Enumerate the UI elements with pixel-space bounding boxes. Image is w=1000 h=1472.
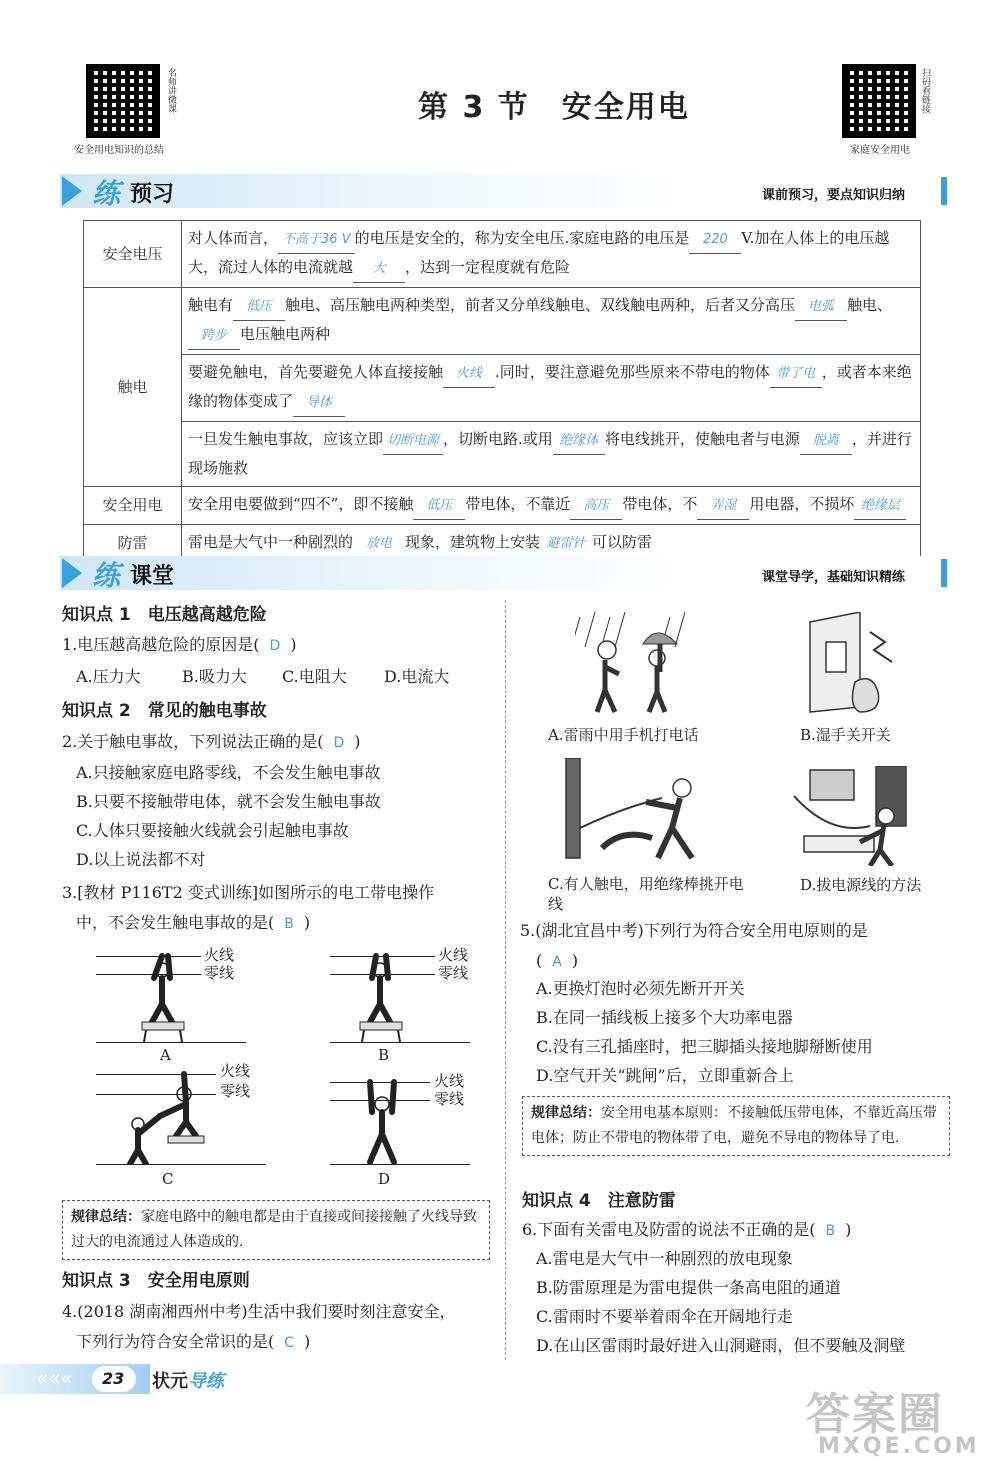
band-accent xyxy=(941,559,947,587)
classroom-label: 课堂 xyxy=(130,564,175,589)
fill-blank: 跨步 xyxy=(188,322,240,350)
answer: A xyxy=(552,954,562,970)
knowledge-point-1: 知识点 1 电压越高越危险 xyxy=(62,605,267,625)
row-content: 安全用电要做到“四不”，即不接触 低压 带电体，不靠近 高压 带电体，不 弄湿 用电器，不损坏 绝缘层 xyxy=(182,487,921,525)
fill-blank: 弄湿 xyxy=(697,492,749,520)
figure-label-a: A xyxy=(160,1046,171,1064)
fill-blank: 低压 xyxy=(233,293,285,321)
question-4-line1: 4.(2018 湖南湘西州中考)生活中我们要时刻注意安全， xyxy=(62,1302,456,1321)
preview-label: 预习 xyxy=(130,182,175,207)
answer: C xyxy=(284,1335,295,1351)
classroom-subtitle: 课堂导学，基础知识精练 xyxy=(762,570,906,585)
preview-big-char: 练 xyxy=(92,177,121,210)
qr-right-side-label: 扫码看链接 xyxy=(920,68,930,113)
table-row xyxy=(84,221,921,288)
question-6: 6.下面有关雷电及防雷的说法不正确的是( B ) xyxy=(522,1220,852,1239)
q2-option-c: C.人体只要接触火线就会引起触电事故 xyxy=(76,821,349,840)
q1-option-a: A.压力大 xyxy=(76,667,141,686)
row-content: 一旦发生触电事故，应该立即 切断电源 ，切断电路.或用 绝缘体 将电线挑开，使触电者与电源 脱离 ，并进行现场施救 xyxy=(182,422,921,487)
fill-blank: 220 xyxy=(689,226,741,254)
ground-line xyxy=(330,1164,470,1165)
watermark-logo: 答案圈 xyxy=(806,1389,944,1440)
knowledge-point-4: 知识点 4 注意防雷 xyxy=(522,1191,676,1211)
row-content: 要避免触电，首先要避免人体直接接触 火线 .同时，要注意避免那些原来不带电的物体 带了电 ，或者本来绝缘的物体变成了 导体 xyxy=(182,355,921,422)
fire-label: 火线 xyxy=(204,946,235,964)
picture-caption-a: A.雷雨中用手机打电话 xyxy=(548,726,699,744)
question-1: 1.电压越高越危险的原因是( D ) xyxy=(62,635,297,654)
illustration-pull-power-cord xyxy=(790,766,920,866)
qr-code-left[interactable] xyxy=(86,64,160,138)
figure-a xyxy=(96,944,286,1064)
picture-caption-d: D.拔电源线的方法 xyxy=(800,876,922,894)
chevron-left-icon: ««« xyxy=(36,1366,73,1390)
row-content: 雷电是大气中一种剧烈的 放电 现象，建筑物上安装 避雷针 可以防雷 xyxy=(182,525,921,563)
fire-label: 火线 xyxy=(438,946,469,964)
figure-b xyxy=(330,944,500,1064)
classroom-big-char: 练 xyxy=(92,559,121,592)
figure-label-b: B xyxy=(378,1046,390,1064)
two-people-touching xyxy=(106,1070,216,1165)
figure-label-c: C xyxy=(162,1170,174,1188)
table-row xyxy=(84,288,921,355)
fill-blank: 带了电 xyxy=(770,360,822,388)
q5-option-b: B.在同一插线板上接多个大功率电器 xyxy=(536,1008,793,1027)
fill-blank: 低压 xyxy=(413,492,465,520)
qr-code-right[interactable] xyxy=(842,64,916,138)
q5-option-d: D.空气开关“跳闸”后，立即重新合上 xyxy=(536,1066,794,1085)
preview-table xyxy=(83,220,921,563)
row-head: 安全用电 xyxy=(84,487,182,525)
ground-line xyxy=(330,1042,470,1043)
ground-line xyxy=(96,1042,246,1043)
neutral-label: 零线 xyxy=(220,1082,251,1100)
figure-c xyxy=(96,1060,286,1190)
knowledge-point-3: 知识点 3 安全用电原则 xyxy=(62,1271,250,1291)
q6-option-a: A.雷电是大气中一种剧烈的放电现象 xyxy=(536,1249,793,1268)
row-content: 触电有 低压 触电、高压触电两种类型，前者又分单线触电、双线触电两种，后者又分高压 电弧 触电、跨步 电压触电两种 xyxy=(182,288,921,355)
q1-option-c: C.电阻大 xyxy=(282,667,347,686)
q1-option-b: B.吸力大 xyxy=(182,667,247,686)
fire-label: 火线 xyxy=(220,1062,251,1080)
table-row xyxy=(84,422,921,487)
fill-blank: 绝缘层 xyxy=(854,492,906,520)
fill-blank: 切断电源 xyxy=(383,427,443,455)
fill-blank: 绝缘体 xyxy=(553,427,605,455)
q2-option-a: A.只接触家庭电路零线，不会发生触电事故 xyxy=(76,763,381,782)
picture-caption-c: C.有人触电，用绝缘棒挑开电线 xyxy=(548,875,744,913)
neutral-label: 零线 xyxy=(434,1090,465,1108)
qr-left-side-label: 名师讲微课 xyxy=(166,68,176,113)
question-5-line2: ( A ) xyxy=(536,951,579,970)
fill-blank: 不高于36 V xyxy=(278,226,355,254)
row-content: 对人体而言， 不高于36 V 的电压是安全的，称为安全电压.家庭电路的电压是 220 V.加在人体上的电压越大，流过人体的电流就越 大 ，达到一定程度就有危险 xyxy=(182,221,921,288)
q6-option-c: C.雷雨时不要举着雨伞在开阔地行走 xyxy=(536,1307,793,1326)
question-5-line1: 5.(湖北宜昌中考)下列行为符合安全用电原则的是 xyxy=(520,921,868,940)
knowledge-point-2: 知识点 2 常见的触电事故 xyxy=(62,701,267,721)
arrow-icon xyxy=(62,176,82,206)
person-hanging-on-wire xyxy=(346,1076,426,1166)
qr-right-caption: 家庭安全用电 xyxy=(850,145,910,156)
brand-name: 状元导练 xyxy=(152,1371,224,1392)
illustration-insulating-rod xyxy=(562,758,712,868)
answer: B xyxy=(825,1223,836,1239)
question-3-line2: 中，不会发生触电事故的是( B ) xyxy=(76,913,311,932)
answer: D xyxy=(269,638,281,654)
figure-label-d: D xyxy=(378,1170,391,1188)
q2-option-b: B.只要不接触带电体，就不会发生触电事故 xyxy=(76,792,381,811)
fill-blank: 大 xyxy=(353,255,405,283)
arrow-icon xyxy=(62,558,82,588)
band-accent xyxy=(941,177,947,205)
column-divider xyxy=(505,600,506,1360)
fill-blank: 脱离 xyxy=(800,427,852,455)
qr-left-caption: 安全用电知识的总结 xyxy=(74,145,164,156)
picture-caption-b: B.湿手关开关 xyxy=(800,726,891,744)
page-title: 第 3 节 安全用电 xyxy=(418,90,690,125)
question-3-line1: 3.[教材 P116T2 变式训练]如图所示的电工带电操作 xyxy=(62,883,435,902)
fire-label: 火线 xyxy=(434,1072,465,1090)
ground-line xyxy=(96,1164,266,1165)
neutral-label: 零线 xyxy=(438,964,469,982)
watermark-url: MXQE.COM xyxy=(818,1434,980,1459)
q6-option-b: B.防雷原理是为雷电提供一条高电阻的通道 xyxy=(536,1278,841,1297)
q2-option-d: D.以上说法都不对 xyxy=(76,850,206,869)
q5-option-a: A.更换灯泡时必须先断开开关 xyxy=(536,979,745,998)
fill-blank: 电弧 xyxy=(795,293,847,321)
q1-option-d: D.电流大 xyxy=(384,667,450,686)
q5-option-c: C.没有三孔插座时，把三脚插头接地脚掰断使用 xyxy=(536,1037,873,1056)
illustration-phone-in-rain xyxy=(575,612,695,717)
question-4-line2: 下列行为符合安全常识的是( C ) xyxy=(76,1332,311,1351)
row-head: 防雷 xyxy=(84,525,182,563)
answer: B xyxy=(284,916,294,932)
page-number: 23 xyxy=(102,1369,125,1388)
fill-blank: 导体 xyxy=(293,389,345,417)
fill-blank: 放电 xyxy=(353,530,405,558)
electrician-on-stool xyxy=(132,952,202,1042)
neutral-label: 零线 xyxy=(204,964,235,982)
table-row xyxy=(84,355,921,422)
q6-option-d: D.在山区雷雨时最好进入山洞避雨，但不要触及洞壁 xyxy=(536,1336,906,1355)
fill-blank: 火线 xyxy=(443,360,495,388)
electrician-on-stool xyxy=(350,952,420,1042)
figure-d xyxy=(330,1060,500,1190)
answer: D xyxy=(333,735,345,751)
row-head: 安全电压 xyxy=(84,221,182,288)
preview-subtitle: 课前预习，要点知识归纳 xyxy=(762,188,906,203)
fill-blank: 避雷针 xyxy=(540,530,592,558)
illustration-wet-hand-switch xyxy=(800,612,900,717)
table-row xyxy=(84,487,921,525)
question-2: 2.关于触电事故，下列说法正确的是( D ) xyxy=(62,732,361,751)
rule-summary-left: 规律总结：家庭电路中的触电都是由于直接或间接接触了火线导致过大的电流通过人体造成的. xyxy=(62,1200,490,1260)
rule-summary-right: 规律总结：安全用电基本原则：不接触低压带电体，不靠近高压带电体；防止不带电的物体带了电，避免不导电的物体导了电. xyxy=(522,1096,950,1156)
fill-blank: 高压 xyxy=(570,492,622,520)
row-head: 触电 xyxy=(84,288,182,487)
